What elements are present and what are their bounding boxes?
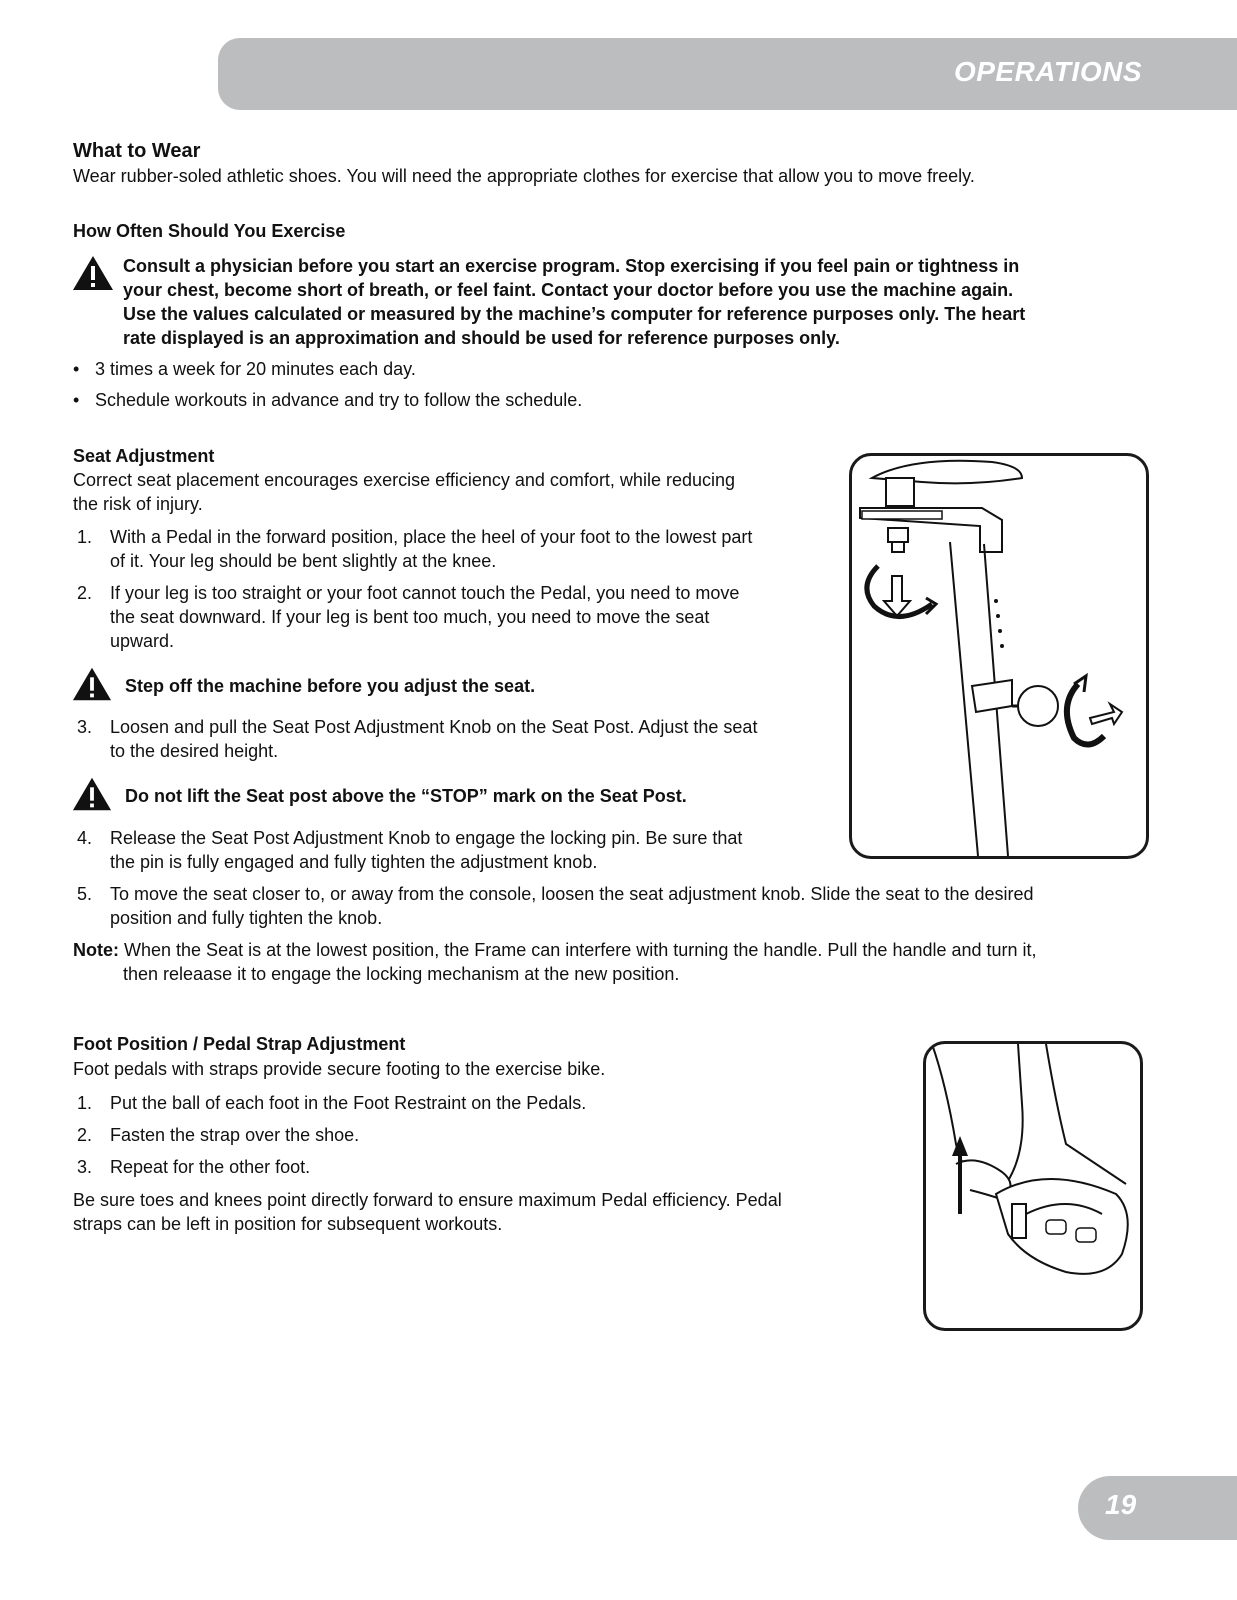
seat-note: Note: When the Seat is at the lowest position, the Frame can interfere with turning the handle. Pull the handle and turn it, then releaase it to engage the locking mechanism at the new position. — [73, 940, 1037, 984]
physician-warning — [123, 254, 1025, 350]
foot-position-heading: Foot Position / Pedal Strap Adjustment — [73, 1034, 406, 1054]
warning-icon — [72, 255, 114, 291]
page-number: 19 — [1105, 1489, 1137, 1520]
pedal-strap-figure — [923, 1041, 1143, 1331]
what-to-wear-heading: What to Wear — [73, 140, 201, 162]
foot-intro: Foot pedals with straps provide secure footing to the exercise bike. — [73, 1059, 606, 1079]
stop-mark-warning: Do not lift the Seat post above the “STOP” mark on the Seat Post. — [125, 786, 687, 806]
note-label: Note: — [73, 940, 119, 960]
warning-icon — [72, 776, 112, 812]
seat-intro: Correct seat placement encourages exercise efficiency and comfort, while reducing the risk of injury. — [73, 470, 736, 514]
warning-line: your chest, become short of breath, or feel faint. Contact your doctor before you use the machine again. — [123, 280, 1014, 300]
warning-icon — [72, 666, 112, 702]
section-title: OPERATIONS — [953, 56, 1142, 87]
warning-line: Consult a physician before you start an exercise program. Stop exercising if you feel pain or tightness in — [123, 256, 1020, 276]
what-to-wear-body: Wear rubber-soled athletic shoes. You will need the appropriate clothes for exercise that allow you to move freely. — [73, 166, 975, 186]
step-off-warning: Step off the machine before you adjust the seat. — [125, 676, 536, 696]
page-number-tab — [1078, 1476, 1237, 1540]
how-often-heading: How Often Should You Exercise — [73, 221, 346, 241]
seat-post-illustration — [852, 456, 1146, 856]
seat-adjustment-figure — [849, 453, 1149, 859]
foot-closing: Be sure toes and knees point directly forward to ensure maximum Pedal efficiency. Pedal straps can be left in position for subsequent workouts. — [73, 1190, 782, 1234]
seat-adjustment-heading: Seat Adjustment — [73, 446, 215, 466]
warning-line: rate displayed is an approximation and should be used for reference purposes only. — [123, 328, 840, 348]
foot-strap-illustration — [926, 1044, 1140, 1328]
warning-line: Use the values calculated or measured by the machine’s computer for reference purposes only. The heart — [123, 304, 1026, 324]
